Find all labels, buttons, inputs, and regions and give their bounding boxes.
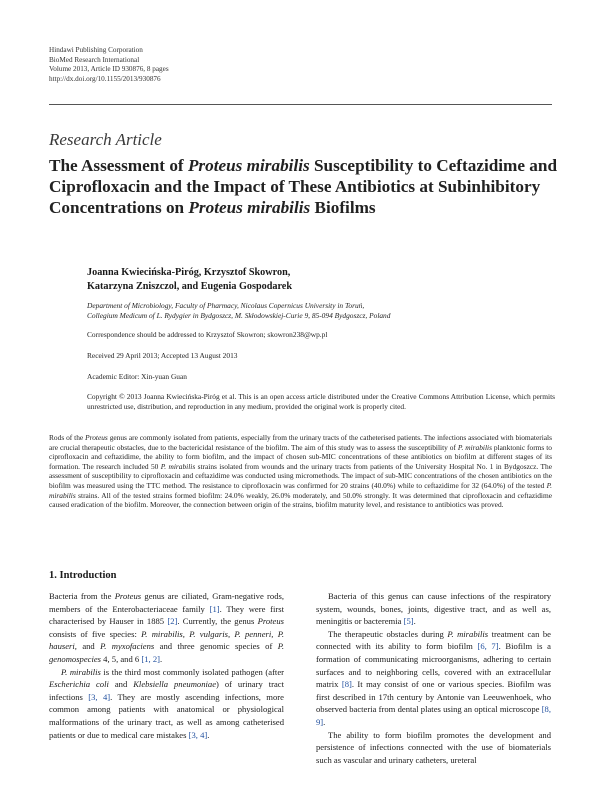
received-accepted-dates: Received 29 April 2013; Accepted 13 August 2013 — [87, 351, 238, 360]
text: The therapeutic obstacles during — [328, 628, 448, 639]
right-column — [316, 590, 551, 766]
academic-editor: Academic Editor: Xin-yuan Guan — [87, 372, 187, 381]
article-type: Research Article — [49, 130, 162, 149]
text: . — [207, 729, 210, 740]
volume-line: Volume 2013, Article ID 930876, 8 pages — [49, 65, 169, 74]
italic-text: P. mirabilis, P. vulgaris, P. penneri, P. hauseri, — [49, 628, 284, 652]
paragraph — [316, 628, 551, 729]
section-heading-introduction: 1. Introduction — [49, 570, 117, 581]
title-species: Proteus mirabilis — [188, 197, 311, 217]
title-part: The Assessment of — [49, 156, 188, 175]
abstract-text: strains. All of the tested strains formed biofilm: 24.0% weakly, 26.0% moderately, and 50.0% strongly. It was determined that ciprofloxacin and ceftazidime caused eradication of the biofilm. Moreover, the connection between origin of the strains, biofilm maturity level, and resistance to antibiotics was proved. — [49, 490, 552, 510]
title-part: Biofilms — [310, 197, 376, 217]
text: consists of five species: — [49, 628, 142, 639]
authors-line: Katarzyna Zniszczol, and Eugenia Gospodarek — [87, 281, 292, 293]
text: . It may consist of one or various species. Biofilm was first described in 17th century by Antonie van Leeuwenhoek, who observed bacteria from dental plates using an optical microscope — [316, 679, 551, 715]
text: The ability to form biofilm promotes the development and persistence of infections connected with the use of biomaterials such as vascular and urinary catheters, ureteral — [316, 729, 551, 765]
italic-text: P. myxofaciens — [100, 641, 155, 652]
citation-link[interactable]: [1] — [209, 603, 220, 614]
authors-line: Joanna Kwiecińska-Piróg, Krzysztof Skowron, — [87, 267, 291, 278]
citation-link[interactable]: [3, 4] — [188, 729, 208, 740]
left-column — [49, 590, 284, 741]
paragraph — [49, 590, 284, 666]
doi-link[interactable]: http://dx.doi.org/10.1155/2013/930876 — [49, 74, 161, 83]
paragraph — [316, 729, 551, 767]
author-list — [87, 266, 487, 295]
citation-link[interactable]: [1, 2] — [141, 653, 160, 664]
text: . — [413, 616, 416, 627]
text: . — [160, 653, 163, 664]
text: . — [323, 716, 326, 727]
text: and three genomic species of — [154, 641, 278, 652]
abstract-text: genus are commonly isolated from patients, especially from the urinary tracts of the catheterised patients. The infections associated with biomaterials are crucial therapeutic obstacles, due to the bactericidal resistance of the biofilm. The aim of this study was to assess the susceptibility of — [49, 433, 552, 452]
affiliation-line: Department of Microbiology, Faculty of Pharmacy, Nicolaus Copernicus University in Toruń, — [87, 301, 365, 310]
title-part: Susceptibility to Ceftazidime and Ciprofloxacin and the Impact of These Antibiotics at Subinhibitory Concentrations on — [49, 156, 558, 217]
italic-text: Proteus — [257, 616, 284, 627]
abstract-italic: P. mirabilis — [457, 442, 492, 452]
abstract-text: Rods of the — [49, 433, 86, 442]
italic-text: P. mirabilis — [447, 628, 489, 639]
abstract-italic: Proteus — [85, 433, 108, 442]
italic-text: Proteus — [114, 591, 142, 601]
citation-link[interactable]: [8] — [341, 679, 352, 690]
journal-header — [49, 46, 169, 84]
text: genus are ciliated, Gram-negative rods, members of the Enterobacteriaceae family — [49, 591, 284, 614]
text: ) of urinary tract infections — [49, 679, 284, 702]
text: 4, 5, and 6 — [101, 653, 142, 664]
paragraph — [316, 590, 551, 628]
italic-text: Escherichia coli — [49, 679, 109, 690]
abstract-italic: P. mirabilis — [160, 461, 196, 471]
journal-line: BioMed Research International — [49, 55, 140, 64]
citation-link[interactable]: [5] — [403, 616, 414, 627]
text: . Biofilm is a formation of communicating microorganisms, adhering to certain surfaces and to neighboring cells, covered with an extracellular matrix — [316, 641, 551, 690]
text: and — [108, 679, 134, 690]
affiliation — [87, 301, 555, 321]
abstract-text: strains isolated from wounds and the urinary tracts from patients of the University Hospital No. 1 in Bydgoszcz. The assessment of susceptibility to ciprofloxacin and ceftazidime was conducted using micromethods. The impact of sub-MIC concentrations of the chosen antibiotics on the biofilm was measured using the TTC method. The resistance to ciprofloxacin was confirmed for 20 strains (40.0%) while to ceftazidime for 32 (64.0%) of the tested — [49, 461, 552, 490]
italic-text: Klebsiella pneumoniae — [133, 679, 217, 690]
italic-text: P. genomospecies — [49, 641, 284, 664]
text: . Currently, the genus — [177, 616, 258, 627]
citation-link[interactable]: [8, 9] — [316, 704, 551, 727]
article-title — [49, 156, 559, 218]
italic-text: P. mirabilis — [61, 666, 101, 677]
citation-link[interactable]: [6, 7] — [477, 641, 499, 652]
text: and — [76, 641, 101, 652]
header-divider — [49, 104, 552, 105]
text: is the third most commonly isolated pathogen (after — [100, 666, 284, 677]
correspondence: Correspondence should be addressed to Krzysztof Skowron; skowron238@wp.pl — [87, 330, 328, 339]
publisher-line: Hindawi Publishing Corporation — [49, 46, 143, 54]
text: . They are mostly ascending infections, more common among patients with anatomical or physiological malformations of the urinary tract, as well as among catheterised patients or due to medical care mistakes — [49, 691, 284, 740]
paragraph — [49, 666, 284, 742]
citation-link[interactable]: [3, 4] — [88, 691, 111, 702]
text: . They were first characterised by Hauser in 1885 — [49, 603, 284, 627]
text: Bacteria from the — [49, 591, 115, 601]
affiliation-line: Collegium Medicum of L. Rydygier in Bydgoszcz, M. Skłodowskiej-Curie 9, 85-094 Bydgoszcz, Poland — [87, 311, 391, 320]
title-species: Proteus mirabilis — [187, 156, 310, 175]
text: Bacteria of this genus can cause infections of the respiratory system, wounds, bones, joints, digestive tract, and as well as, meningitis or bacteremia — [316, 591, 551, 627]
citation-link[interactable]: [2] — [167, 616, 178, 627]
copyright-notice: Copyright © 2013 Joanna Kwiecińska-Piróg et al. This is an open access article distributed under the Creative Commons Attribution License, which permits unrestricted use, distribution, and reproduction in any medium, provided the original work is properly cited. — [87, 392, 555, 411]
text: treatment can be connected with its ability to form biofilm — [316, 628, 551, 652]
abstract-text: planktonic forms to ciprofloxacin and ceftazidime, the ability to form biofilm, and the impact of chosen sub-MIC concentrations of these antibiotics on biofilm at different stages of its formation. The research included 50 — [49, 442, 553, 471]
abstract-italic: P. mirabilis — [49, 480, 552, 500]
abstract — [49, 433, 552, 510]
